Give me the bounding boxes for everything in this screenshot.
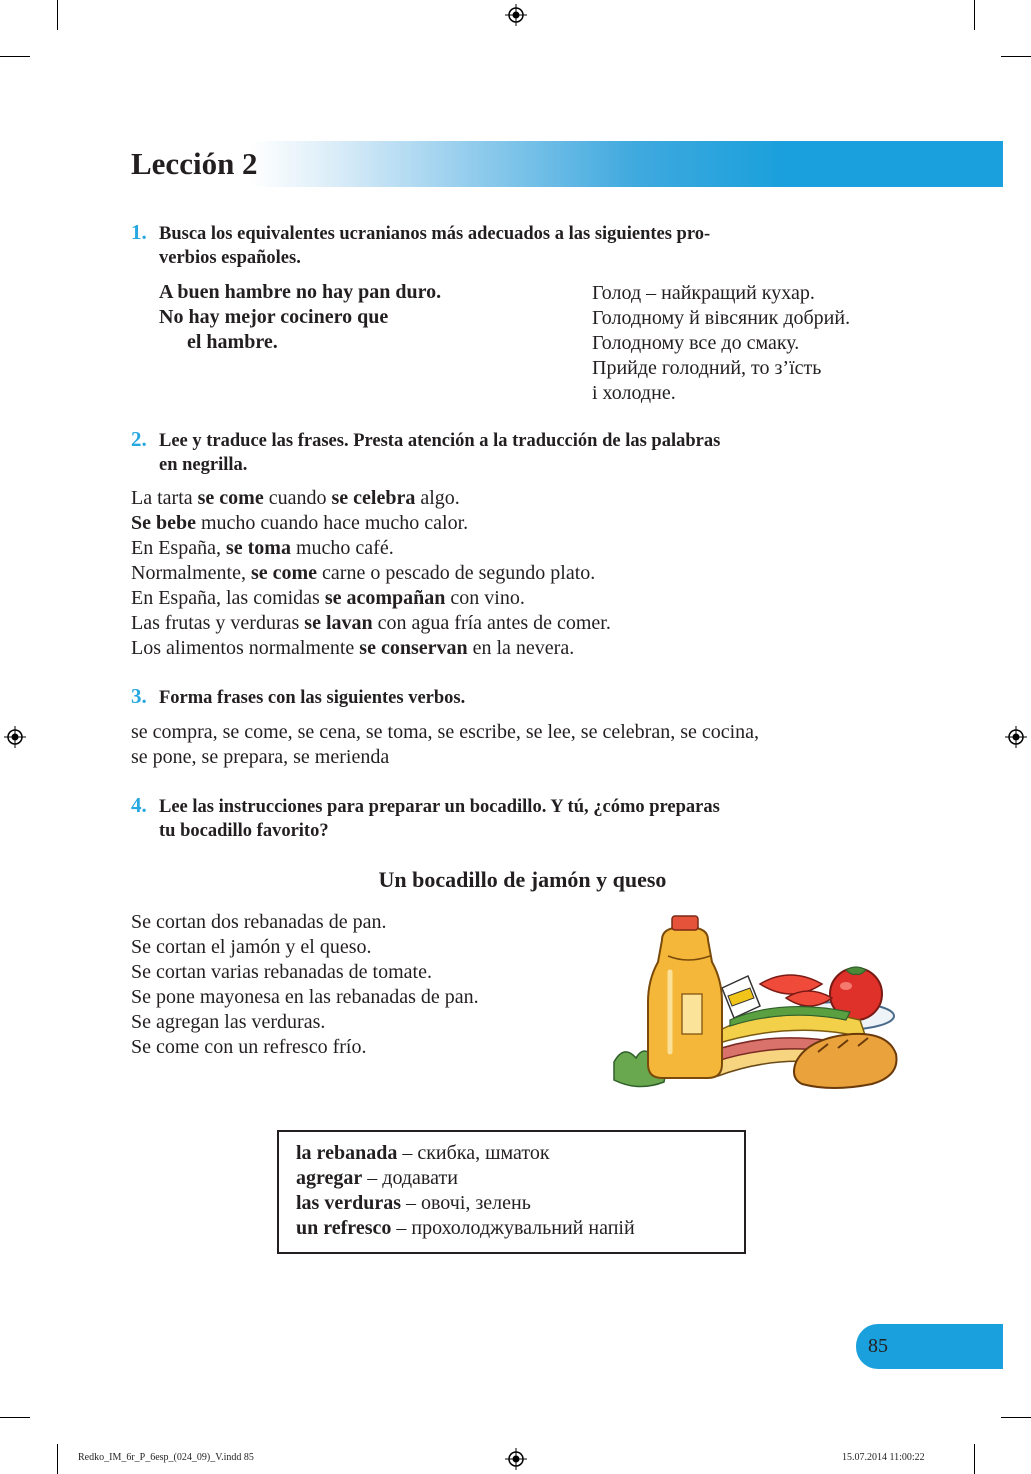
registration-mark-icon: [505, 1448, 527, 1470]
vocabulary-term: las verduras: [296, 1192, 401, 1214]
sentence: [131, 486, 460, 511]
sentence-text: en la nevera.: [467, 637, 575, 659]
bold-verb: se come: [197, 487, 264, 509]
vocabulary-entry: [296, 1216, 635, 1241]
sentence: [131, 511, 468, 536]
crop-mark: [0, 56, 30, 57]
bold-verb: se lavan: [304, 612, 373, 634]
sentence-text: con vino.: [445, 587, 525, 609]
sentence: [131, 586, 525, 611]
sentence-text: La tarta: [131, 487, 198, 509]
sentence-text: mucho café.: [290, 537, 394, 559]
bold-verb: se toma: [225, 537, 291, 559]
vocabulary-entry: [296, 1166, 458, 1191]
exercise-instruction: Forma frases con las siguientes verbos.: [159, 688, 466, 708]
vocabulary-translation: – овочі, зелень: [401, 1192, 531, 1214]
vocabulary-term: un refresco: [296, 1217, 392, 1239]
vocabulary-translation: – додавати: [362, 1167, 458, 1189]
crop-mark: [974, 0, 975, 30]
crop-mark: [1001, 1417, 1031, 1418]
bold-verb: se acompañan: [324, 587, 446, 609]
sentence: [131, 611, 611, 636]
print-slug-date: 15.07.2014 11:00:22: [842, 1452, 925, 1463]
recipe-step: Se come con un refresco frío.: [131, 1036, 367, 1058]
recipe-step: Se cortan varias rebanadas de tomate.: [131, 961, 432, 983]
verb-list: se pone, se prepara, se merienda: [131, 746, 390, 768]
print-slug-file: Redko_IM_6r_P_6esp_(024_09)_V.indd 85: [78, 1452, 254, 1463]
vocabulary-term: agregar: [296, 1167, 363, 1189]
lesson-banner: [128, 141, 1003, 187]
bold-verb: se celebra: [331, 487, 416, 509]
ukrainian-equivalent: Прийде голодний, то з’їсть: [592, 357, 822, 379]
ukrainian-equivalent: і холодне.: [592, 382, 676, 404]
sentence-text: con agua fría antes de comer.: [372, 612, 611, 634]
recipe-step: Se cortan el jamón y el queso.: [131, 936, 372, 958]
exercise-instruction: Busca los equivalentes ucranianos más adecuados a las siguientes pro-: [159, 224, 711, 244]
sentence-text: Los alimentos normalmente: [131, 637, 360, 659]
sentence-text: carne o pescado de segundo plato.: [317, 562, 596, 584]
sentence-text: algo.: [415, 487, 460, 509]
sentence-text: En España, las comidas: [131, 587, 325, 609]
recipe-step: Se agregan las verduras.: [131, 1011, 326, 1033]
vocabulary-translation: – скибка, шматок: [397, 1142, 550, 1164]
vocabulary-term: la rebanada: [296, 1142, 398, 1164]
spanish-proverb: No hay mejor cocinero que: [159, 306, 389, 328]
exercise-instruction: en negrilla.: [159, 455, 248, 475]
sandwich-illustration: [610, 912, 900, 1102]
ukrainian-equivalent: Голод – найкращий кухар.: [592, 282, 815, 304]
vocabulary-translation: – прохолоджувальний напій: [391, 1217, 635, 1239]
registration-mark-icon: [4, 726, 26, 748]
exercise-instruction: verbios españoles.: [159, 248, 301, 268]
exercise-instruction: Lee las instrucciones para preparar un bocadillo. Y tú, ¿cómo preparas: [159, 797, 720, 817]
crop-mark: [974, 1444, 975, 1474]
sentence-text: Normalmente,: [131, 562, 251, 584]
sentence: [131, 536, 394, 561]
crop-mark: [1001, 56, 1031, 57]
exercise-instruction: tu bocadillo favorito?: [159, 821, 329, 841]
ukrainian-equivalent: Голодному все до смаку.: [592, 332, 800, 354]
crop-mark: [57, 0, 58, 30]
vocabulary-box: [277, 1130, 746, 1254]
exercise-number: 4.: [131, 793, 147, 817]
page-number: 85: [868, 1335, 888, 1357]
sentence-text: Las frutas y verduras: [131, 612, 305, 634]
bold-verb: se conservan: [359, 637, 468, 659]
vocabulary-entry: [296, 1141, 550, 1166]
registration-mark-icon: [505, 4, 527, 26]
verb-list: se compra, se come, se cena, se toma, se escribe, se lee, se celebran, se cocina,: [131, 721, 760, 743]
sentence-text: cuando: [263, 487, 332, 509]
exercise-number: 3.: [131, 684, 147, 708]
sentence-text: En España,: [131, 537, 226, 559]
sentence-text: mucho cuando hace mucho calor.: [196, 512, 469, 534]
sentence: [131, 561, 595, 586]
recipe-step: Se cortan dos rebanadas de pan.: [131, 911, 387, 933]
crop-mark: [57, 1444, 58, 1474]
vocabulary-entry: [296, 1191, 531, 1216]
registration-mark-icon: [1005, 726, 1027, 748]
spanish-proverb: el hambre.: [187, 331, 278, 353]
recipe-title: Un bocadillo de jamón y queso: [378, 867, 667, 892]
bold-verb: se come: [250, 562, 318, 584]
bold-verb: Se bebe: [131, 512, 196, 534]
spanish-proverb: A buen hambre no hay pan duro.: [159, 281, 442, 303]
sentence: [131, 636, 574, 661]
exercise-number: 2.: [131, 427, 147, 451]
exercise-instruction: Lee y traduce las frases. Presta atención a la traducción de las palabras: [159, 431, 721, 451]
exercise-number: 1.: [131, 220, 147, 244]
crop-mark: [0, 1417, 30, 1418]
lesson-title: Lección 2: [131, 146, 258, 181]
recipe-step: Se pone mayonesa en las rebanadas de pan.: [131, 986, 479, 1008]
ukrainian-equivalent: Голодному й вівсяник добрий.: [592, 307, 851, 329]
